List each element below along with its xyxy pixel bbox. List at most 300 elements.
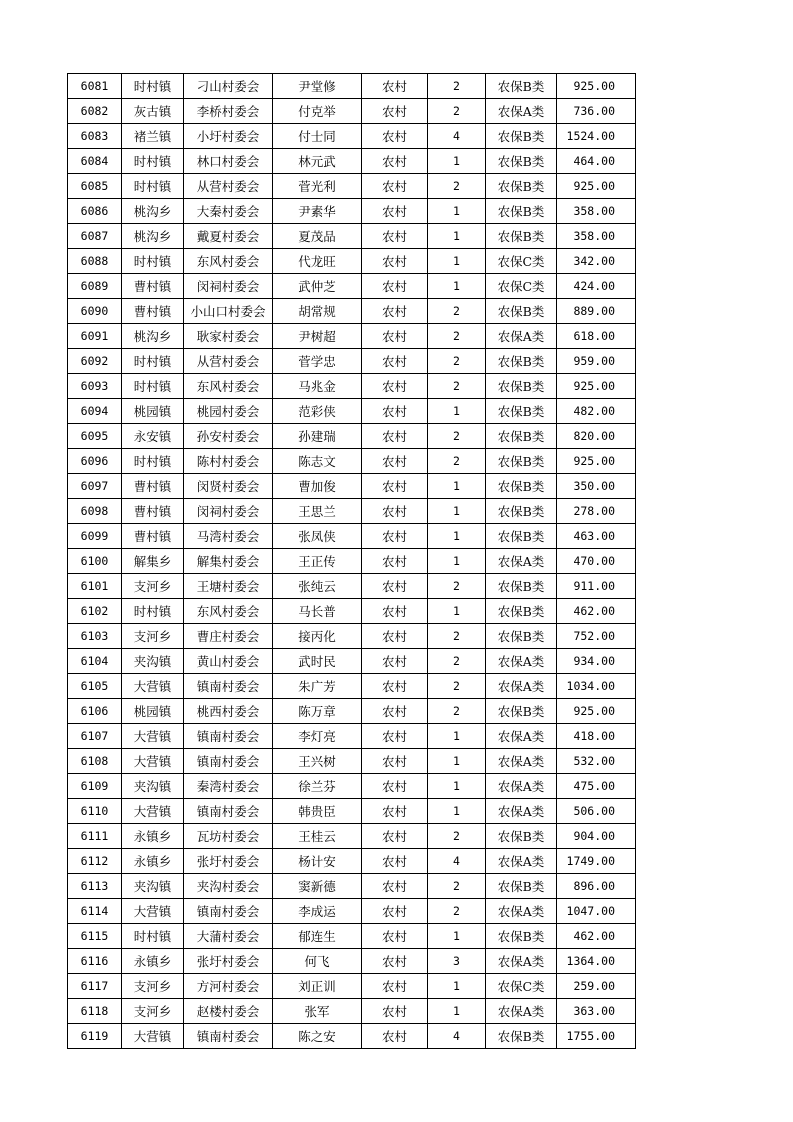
amount-cell: 363.00 xyxy=(557,999,636,1024)
row-number-cell: 6111 xyxy=(68,824,122,849)
village-committee-cell: 桃园村委会 xyxy=(184,399,273,424)
town-cell: 时村镇 xyxy=(122,174,184,199)
town-cell: 支河乡 xyxy=(122,999,184,1024)
area-type-cell: 农村 xyxy=(362,324,428,349)
table-row xyxy=(68,449,636,474)
village-committee-cell: 夹沟村委会 xyxy=(184,874,273,899)
insurance-category-cell: 农保B类 xyxy=(486,574,557,599)
insurance-category-cell: 农保B类 xyxy=(486,524,557,549)
area-type-cell: 农村 xyxy=(362,574,428,599)
insurance-category-cell: 农保B类 xyxy=(486,424,557,449)
person-name-cell: 张军 xyxy=(273,999,362,1024)
person-name-cell: 李灯亮 xyxy=(273,724,362,749)
area-type-cell: 农村 xyxy=(362,149,428,174)
table-row xyxy=(68,524,636,549)
row-number-cell: 6113 xyxy=(68,874,122,899)
area-type-cell: 农村 xyxy=(362,749,428,774)
table-row xyxy=(68,374,636,399)
row-number-cell: 6096 xyxy=(68,449,122,474)
row-number-cell: 6086 xyxy=(68,199,122,224)
person-name-cell: 尹素华 xyxy=(273,199,362,224)
allowance-table xyxy=(67,73,636,1049)
area-type-cell: 农村 xyxy=(362,774,428,799)
table-row xyxy=(68,324,636,349)
amount-cell: 752.00 xyxy=(557,624,636,649)
area-type-cell: 农村 xyxy=(362,474,428,499)
row-number-cell: 6116 xyxy=(68,949,122,974)
town-cell: 夹沟镇 xyxy=(122,774,184,799)
amount-cell: 925.00 xyxy=(557,449,636,474)
amount-cell: 350.00 xyxy=(557,474,636,499)
town-cell: 时村镇 xyxy=(122,249,184,274)
insurance-category-cell: 农保C类 xyxy=(486,249,557,274)
insurance-category-cell: 农保B类 xyxy=(486,624,557,649)
row-number-cell: 6108 xyxy=(68,749,122,774)
person-name-cell: 朱广芳 xyxy=(273,674,362,699)
table-row xyxy=(68,99,636,124)
household-count-cell: 4 xyxy=(428,1024,486,1049)
person-name-cell: 范彩侠 xyxy=(273,399,362,424)
amount-cell: 911.00 xyxy=(557,574,636,599)
town-cell: 夹沟镇 xyxy=(122,874,184,899)
area-type-cell: 农村 xyxy=(362,99,428,124)
village-committee-cell: 大秦村委会 xyxy=(184,199,273,224)
household-count-cell: 2 xyxy=(428,99,486,124)
village-committee-cell: 从营村委会 xyxy=(184,349,273,374)
person-name-cell: 接丙化 xyxy=(273,624,362,649)
table-row xyxy=(68,824,636,849)
area-type-cell: 农村 xyxy=(362,949,428,974)
insurance-category-cell: 农保A类 xyxy=(486,549,557,574)
insurance-category-cell: 农保B类 xyxy=(486,399,557,424)
village-committee-cell: 镇南村委会 xyxy=(184,724,273,749)
town-cell: 支河乡 xyxy=(122,574,184,599)
area-type-cell: 农村 xyxy=(362,974,428,999)
person-name-cell: 韩贵臣 xyxy=(273,799,362,824)
person-name-cell: 付士同 xyxy=(273,124,362,149)
table-row xyxy=(68,849,636,874)
table-row xyxy=(68,349,636,374)
person-name-cell: 代龙旺 xyxy=(273,249,362,274)
table-row xyxy=(68,249,636,274)
insurance-category-cell: 农保B类 xyxy=(486,124,557,149)
town-cell: 大营镇 xyxy=(122,799,184,824)
household-count-cell: 1 xyxy=(428,549,486,574)
table-row xyxy=(68,574,636,599)
row-number-cell: 6106 xyxy=(68,699,122,724)
row-number-cell: 6115 xyxy=(68,924,122,949)
table-row xyxy=(68,774,636,799)
table-row xyxy=(68,499,636,524)
table-row xyxy=(68,474,636,499)
insurance-category-cell: 农保A类 xyxy=(486,324,557,349)
insurance-category-cell: 农保A类 xyxy=(486,899,557,924)
amount-cell: 889.00 xyxy=(557,299,636,324)
table-row xyxy=(68,274,636,299)
area-type-cell: 农村 xyxy=(362,849,428,874)
town-cell: 大营镇 xyxy=(122,1024,184,1049)
area-type-cell: 农村 xyxy=(362,424,428,449)
town-cell: 桃沟乡 xyxy=(122,224,184,249)
table-row xyxy=(68,999,636,1024)
area-type-cell: 农村 xyxy=(362,924,428,949)
insurance-category-cell: 农保A类 xyxy=(486,849,557,874)
amount-cell: 1755.00 xyxy=(557,1024,636,1049)
village-committee-cell: 赵楼村委会 xyxy=(184,999,273,1024)
amount-cell: 618.00 xyxy=(557,324,636,349)
area-type-cell: 农村 xyxy=(362,299,428,324)
area-type-cell: 农村 xyxy=(362,274,428,299)
insurance-category-cell: 农保A类 xyxy=(486,649,557,674)
town-cell: 永安镇 xyxy=(122,424,184,449)
amount-cell: 278.00 xyxy=(557,499,636,524)
household-count-cell: 2 xyxy=(428,899,486,924)
village-committee-cell: 桃西村委会 xyxy=(184,699,273,724)
person-name-cell: 陈万章 xyxy=(273,699,362,724)
table-row xyxy=(68,199,636,224)
household-count-cell: 2 xyxy=(428,874,486,899)
household-count-cell: 1 xyxy=(428,799,486,824)
area-type-cell: 农村 xyxy=(362,524,428,549)
household-count-cell: 2 xyxy=(428,824,486,849)
amount-cell: 820.00 xyxy=(557,424,636,449)
insurance-category-cell: 农保B类 xyxy=(486,199,557,224)
town-cell: 曹村镇 xyxy=(122,299,184,324)
insurance-category-cell: 农保B类 xyxy=(486,499,557,524)
village-committee-cell: 东风村委会 xyxy=(184,249,273,274)
insurance-category-cell: 农保C类 xyxy=(486,974,557,999)
area-type-cell: 农村 xyxy=(362,624,428,649)
village-committee-cell: 从营村委会 xyxy=(184,174,273,199)
person-name-cell: 马长普 xyxy=(273,599,362,624)
row-number-cell: 6087 xyxy=(68,224,122,249)
row-number-cell: 6109 xyxy=(68,774,122,799)
person-name-cell: 武时民 xyxy=(273,649,362,674)
row-number-cell: 6085 xyxy=(68,174,122,199)
amount-cell: 896.00 xyxy=(557,874,636,899)
row-number-cell: 6112 xyxy=(68,849,122,874)
amount-cell: 532.00 xyxy=(557,749,636,774)
village-committee-cell: 小山口村委会 xyxy=(184,299,273,324)
person-name-cell: 李成运 xyxy=(273,899,362,924)
insurance-category-cell: 农保A类 xyxy=(486,674,557,699)
village-committee-cell: 耿家村委会 xyxy=(184,324,273,349)
area-type-cell: 农村 xyxy=(362,449,428,474)
insurance-category-cell: 农保B类 xyxy=(486,599,557,624)
person-name-cell: 何飞 xyxy=(273,949,362,974)
village-committee-cell: 闵祠村委会 xyxy=(184,499,273,524)
household-count-cell: 2 xyxy=(428,324,486,349)
row-number-cell: 6093 xyxy=(68,374,122,399)
row-number-cell: 6107 xyxy=(68,724,122,749)
village-committee-cell: 张圩村委会 xyxy=(184,949,273,974)
insurance-category-cell: 农保B类 xyxy=(486,1024,557,1049)
household-count-cell: 4 xyxy=(428,124,486,149)
table-row xyxy=(68,724,636,749)
row-number-cell: 6118 xyxy=(68,999,122,1024)
insurance-category-cell: 农保A类 xyxy=(486,724,557,749)
village-committee-cell: 马湾村委会 xyxy=(184,524,273,549)
village-committee-cell: 闵祠村委会 xyxy=(184,274,273,299)
amount-cell: 1524.00 xyxy=(557,124,636,149)
area-type-cell: 农村 xyxy=(362,374,428,399)
town-cell: 大营镇 xyxy=(122,724,184,749)
insurance-category-cell: 农保B类 xyxy=(486,699,557,724)
amount-cell: 1047.00 xyxy=(557,899,636,924)
table-row xyxy=(68,599,636,624)
village-committee-cell: 戴夏村委会 xyxy=(184,224,273,249)
household-count-cell: 2 xyxy=(428,574,486,599)
person-name-cell: 陈之安 xyxy=(273,1024,362,1049)
town-cell: 灰古镇 xyxy=(122,99,184,124)
table-row xyxy=(68,649,636,674)
household-count-cell: 2 xyxy=(428,699,486,724)
insurance-category-cell: 农保A类 xyxy=(486,749,557,774)
amount-cell: 934.00 xyxy=(557,649,636,674)
town-cell: 大营镇 xyxy=(122,674,184,699)
area-type-cell: 农村 xyxy=(362,999,428,1024)
table-row xyxy=(68,624,636,649)
village-committee-cell: 解集村委会 xyxy=(184,549,273,574)
town-cell: 曹村镇 xyxy=(122,524,184,549)
village-committee-cell: 黄山村委会 xyxy=(184,649,273,674)
area-type-cell: 农村 xyxy=(362,349,428,374)
person-name-cell: 马兆金 xyxy=(273,374,362,399)
household-count-cell: 1 xyxy=(428,974,486,999)
area-type-cell: 农村 xyxy=(362,599,428,624)
person-name-cell: 菅学忠 xyxy=(273,349,362,374)
household-count-cell: 1 xyxy=(428,749,486,774)
amount-cell: 925.00 xyxy=(557,699,636,724)
amount-cell: 506.00 xyxy=(557,799,636,824)
insurance-category-cell: 农保B类 xyxy=(486,449,557,474)
household-count-cell: 2 xyxy=(428,449,486,474)
amount-cell: 464.00 xyxy=(557,149,636,174)
village-committee-cell: 李桥村委会 xyxy=(184,99,273,124)
village-committee-cell: 张圩村委会 xyxy=(184,849,273,874)
village-committee-cell: 镇南村委会 xyxy=(184,674,273,699)
household-count-cell: 1 xyxy=(428,224,486,249)
village-committee-cell: 孙安村委会 xyxy=(184,424,273,449)
household-count-cell: 1 xyxy=(428,249,486,274)
table-row xyxy=(68,174,636,199)
area-type-cell: 农村 xyxy=(362,899,428,924)
town-cell: 支河乡 xyxy=(122,974,184,999)
amount-cell: 424.00 xyxy=(557,274,636,299)
person-name-cell: 付克举 xyxy=(273,99,362,124)
village-committee-cell: 王塘村委会 xyxy=(184,574,273,599)
row-number-cell: 6100 xyxy=(68,549,122,574)
table-row xyxy=(68,299,636,324)
person-name-cell: 夏茂品 xyxy=(273,224,362,249)
amount-cell: 418.00 xyxy=(557,724,636,749)
town-cell: 桃园镇 xyxy=(122,699,184,724)
row-number-cell: 6102 xyxy=(68,599,122,624)
table-row xyxy=(68,874,636,899)
household-count-cell: 1 xyxy=(428,199,486,224)
amount-cell: 925.00 xyxy=(557,174,636,199)
row-number-cell: 6101 xyxy=(68,574,122,599)
insurance-category-cell: 农保B类 xyxy=(486,824,557,849)
town-cell: 曹村镇 xyxy=(122,274,184,299)
person-name-cell: 徐兰芬 xyxy=(273,774,362,799)
amount-cell: 736.00 xyxy=(557,99,636,124)
village-committee-cell: 闵贤村委会 xyxy=(184,474,273,499)
town-cell: 时村镇 xyxy=(122,74,184,99)
town-cell: 桃沟乡 xyxy=(122,199,184,224)
row-number-cell: 6083 xyxy=(68,124,122,149)
person-name-cell: 张纯云 xyxy=(273,574,362,599)
row-number-cell: 6088 xyxy=(68,249,122,274)
household-count-cell: 2 xyxy=(428,624,486,649)
household-count-cell: 2 xyxy=(428,674,486,699)
village-committee-cell: 林口村委会 xyxy=(184,149,273,174)
insurance-category-cell: 农保A类 xyxy=(486,799,557,824)
town-cell: 时村镇 xyxy=(122,924,184,949)
person-name-cell: 王正传 xyxy=(273,549,362,574)
area-type-cell: 农村 xyxy=(362,199,428,224)
town-cell: 褚兰镇 xyxy=(122,124,184,149)
village-committee-cell: 刁山村委会 xyxy=(184,74,273,99)
town-cell: 时村镇 xyxy=(122,449,184,474)
person-name-cell: 窦新德 xyxy=(273,874,362,899)
household-count-cell: 2 xyxy=(428,649,486,674)
amount-cell: 925.00 xyxy=(557,374,636,399)
area-type-cell: 农村 xyxy=(362,549,428,574)
table-row xyxy=(68,74,636,99)
amount-cell: 259.00 xyxy=(557,974,636,999)
insurance-category-cell: 农保B类 xyxy=(486,474,557,499)
town-cell: 曹村镇 xyxy=(122,499,184,524)
table-row xyxy=(68,1024,636,1049)
row-number-cell: 6099 xyxy=(68,524,122,549)
row-number-cell: 6091 xyxy=(68,324,122,349)
area-type-cell: 农村 xyxy=(362,499,428,524)
amount-cell: 342.00 xyxy=(557,249,636,274)
table-row xyxy=(68,149,636,174)
village-committee-cell: 大蒲村委会 xyxy=(184,924,273,949)
town-cell: 永镇乡 xyxy=(122,949,184,974)
area-type-cell: 农村 xyxy=(362,74,428,99)
town-cell: 桃园镇 xyxy=(122,399,184,424)
row-number-cell: 6089 xyxy=(68,274,122,299)
area-type-cell: 农村 xyxy=(362,724,428,749)
town-cell: 时村镇 xyxy=(122,374,184,399)
area-type-cell: 农村 xyxy=(362,674,428,699)
household-count-cell: 1 xyxy=(428,474,486,499)
household-count-cell: 3 xyxy=(428,949,486,974)
town-cell: 夹沟镇 xyxy=(122,649,184,674)
table-body xyxy=(68,74,636,1049)
row-number-cell: 6084 xyxy=(68,149,122,174)
household-count-cell: 2 xyxy=(428,374,486,399)
household-count-cell: 2 xyxy=(428,174,486,199)
row-number-cell: 6094 xyxy=(68,399,122,424)
area-type-cell: 农村 xyxy=(362,174,428,199)
table-row xyxy=(68,924,636,949)
village-committee-cell: 陈村村委会 xyxy=(184,449,273,474)
amount-cell: 462.00 xyxy=(557,599,636,624)
town-cell: 大营镇 xyxy=(122,899,184,924)
area-type-cell: 农村 xyxy=(362,799,428,824)
amount-cell: 482.00 xyxy=(557,399,636,424)
table-row xyxy=(68,899,636,924)
village-committee-cell: 曹庄村委会 xyxy=(184,624,273,649)
person-name-cell: 王桂云 xyxy=(273,824,362,849)
area-type-cell: 农村 xyxy=(362,649,428,674)
area-type-cell: 农村 xyxy=(362,1024,428,1049)
village-committee-cell: 镇南村委会 xyxy=(184,899,273,924)
village-committee-cell: 镇南村委会 xyxy=(184,1024,273,1049)
household-count-cell: 1 xyxy=(428,924,486,949)
insurance-category-cell: 农保B类 xyxy=(486,74,557,99)
household-count-cell: 1 xyxy=(428,399,486,424)
area-type-cell: 农村 xyxy=(362,124,428,149)
household-count-cell: 1 xyxy=(428,149,486,174)
town-cell: 永镇乡 xyxy=(122,824,184,849)
amount-cell: 1034.00 xyxy=(557,674,636,699)
insurance-category-cell: 农保C类 xyxy=(486,274,557,299)
person-name-cell: 张凤侠 xyxy=(273,524,362,549)
insurance-category-cell: 农保B类 xyxy=(486,874,557,899)
person-name-cell: 菅光利 xyxy=(273,174,362,199)
row-number-cell: 6119 xyxy=(68,1024,122,1049)
data-table-container xyxy=(67,73,636,1049)
town-cell: 支河乡 xyxy=(122,624,184,649)
town-cell: 时村镇 xyxy=(122,349,184,374)
household-count-cell: 1 xyxy=(428,599,486,624)
town-cell: 桃沟乡 xyxy=(122,324,184,349)
town-cell: 大营镇 xyxy=(122,749,184,774)
household-count-cell: 4 xyxy=(428,849,486,874)
person-name-cell: 曹加俊 xyxy=(273,474,362,499)
row-number-cell: 6090 xyxy=(68,299,122,324)
area-type-cell: 农村 xyxy=(362,824,428,849)
person-name-cell: 林元武 xyxy=(273,149,362,174)
area-type-cell: 农村 xyxy=(362,249,428,274)
row-number-cell: 6105 xyxy=(68,674,122,699)
amount-cell: 925.00 xyxy=(557,74,636,99)
insurance-category-cell: 农保B类 xyxy=(486,349,557,374)
person-name-cell: 王思兰 xyxy=(273,499,362,524)
household-count-cell: 2 xyxy=(428,299,486,324)
amount-cell: 358.00 xyxy=(557,199,636,224)
row-number-cell: 6097 xyxy=(68,474,122,499)
row-number-cell: 6114 xyxy=(68,899,122,924)
row-number-cell: 6110 xyxy=(68,799,122,824)
area-type-cell: 农村 xyxy=(362,699,428,724)
household-count-cell: 2 xyxy=(428,349,486,374)
table-row xyxy=(68,399,636,424)
village-committee-cell: 方河村委会 xyxy=(184,974,273,999)
row-number-cell: 6092 xyxy=(68,349,122,374)
row-number-cell: 6081 xyxy=(68,74,122,99)
insurance-category-cell: 农保B类 xyxy=(486,149,557,174)
household-count-cell: 1 xyxy=(428,499,486,524)
person-name-cell: 陈志文 xyxy=(273,449,362,474)
town-cell: 永镇乡 xyxy=(122,849,184,874)
row-number-cell: 6117 xyxy=(68,974,122,999)
person-name-cell: 杨计安 xyxy=(273,849,362,874)
person-name-cell: 武仲芝 xyxy=(273,274,362,299)
table-row xyxy=(68,949,636,974)
insurance-category-cell: 农保A类 xyxy=(486,999,557,1024)
table-row xyxy=(68,974,636,999)
person-name-cell: 郁连生 xyxy=(273,924,362,949)
village-committee-cell: 小圩村委会 xyxy=(184,124,273,149)
insurance-category-cell: 农保B类 xyxy=(486,224,557,249)
table-row xyxy=(68,124,636,149)
